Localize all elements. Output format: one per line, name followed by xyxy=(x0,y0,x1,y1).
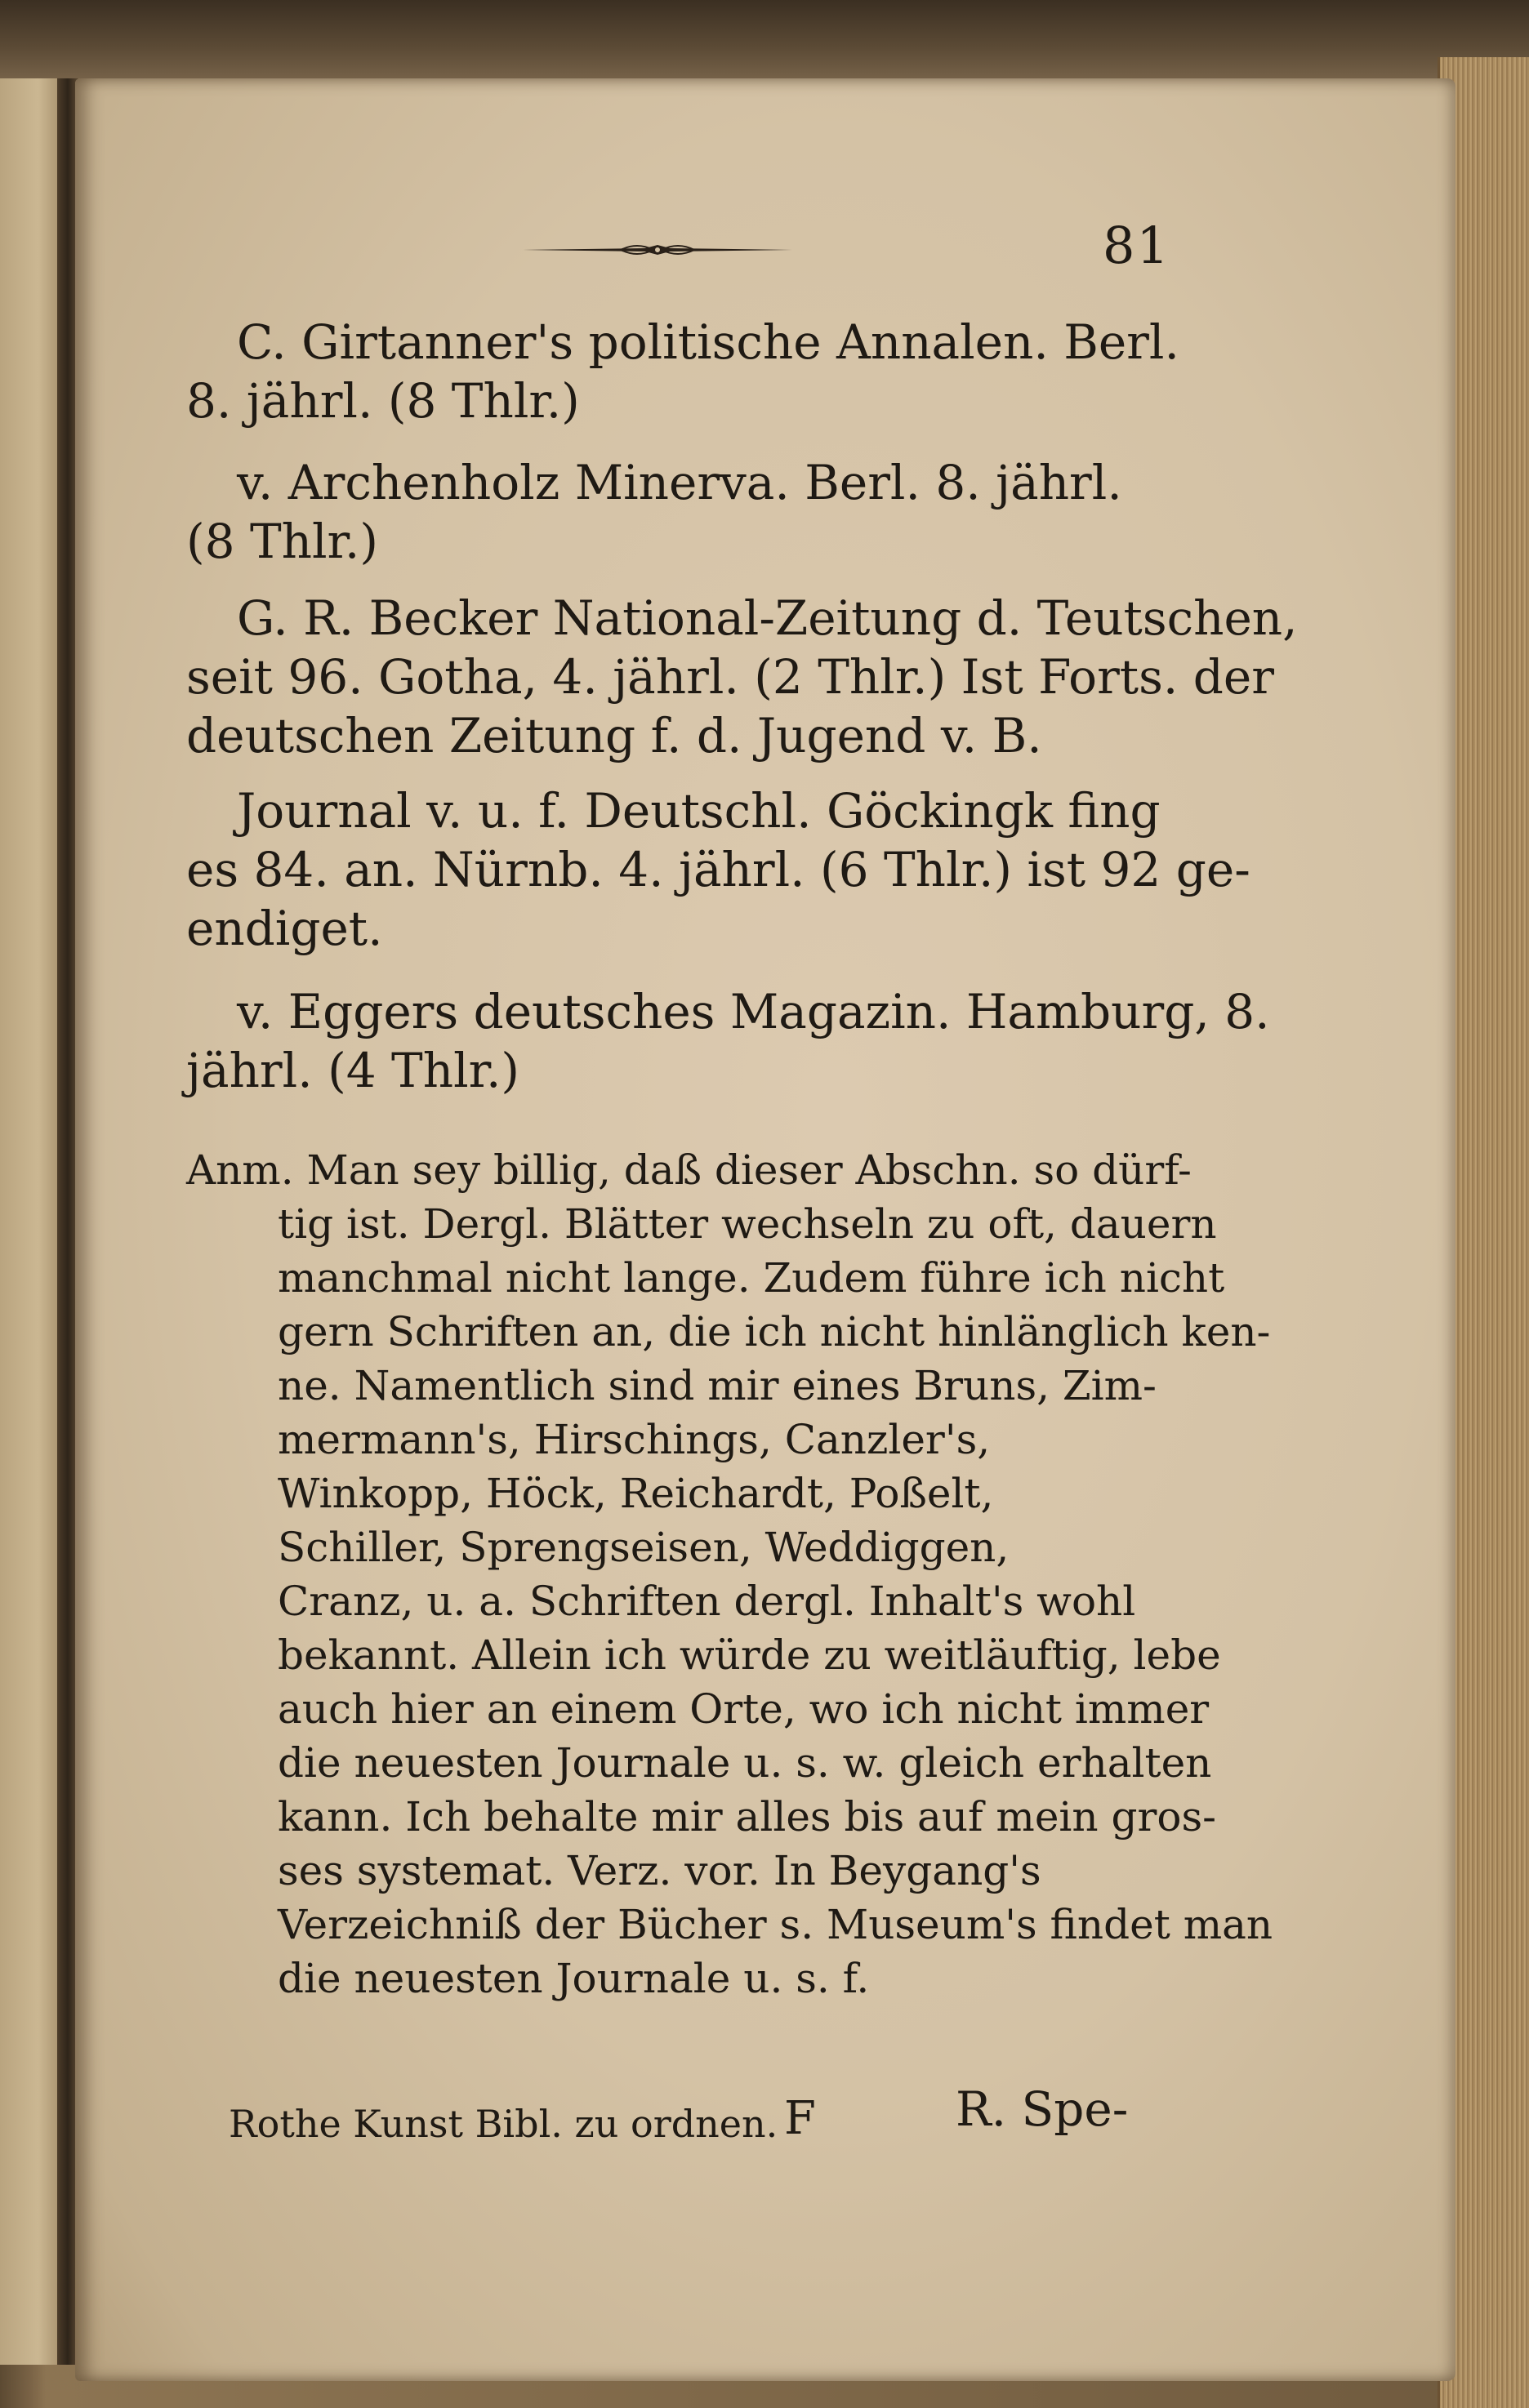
binding-top-edge xyxy=(0,0,1529,78)
entry-1-line-2: 8. jährl. (8 Thlr.) xyxy=(186,373,580,429)
note-line-6: mermann's, Hirschings, Canzler's, xyxy=(278,1416,991,1463)
note-line-7: Winkopp, Höck, Reichardt, Poßelt, xyxy=(278,1470,994,1517)
entry-4-line-2: es 84. an. Nürnb. 4. jährl. (6 Thlr.) ist 92 ge- xyxy=(186,842,1250,897)
note-line-8: Schiller, Sprengseisen, Weddiggen, xyxy=(278,1524,1010,1571)
note-line-3: manchmal nicht lange. Zudem führe ich nicht xyxy=(278,1254,1225,1302)
entry-4-line-1: Journal v. u. f. Deutschl. Göckingk fing xyxy=(237,783,1161,839)
entry-5-line-2: jährl. (4 Thlr.) xyxy=(186,1043,520,1098)
note-line-12: die neuesten Journale u. s. w. gleich erhalten xyxy=(278,1739,1212,1787)
signature-mark: F xyxy=(784,2092,816,2145)
note-line-4: gern Schriften an, die ich nicht hinlänglich ken- xyxy=(278,1308,1271,1355)
note-line-1: Anm. Man sey billig, daß dieser Abschn. so dürf- xyxy=(186,1146,1192,1194)
entry-4-line-3: endiget. xyxy=(186,901,383,956)
note-line-9: Cranz, u. a. Schriften dergl. Inhalt's wohl xyxy=(278,1578,1136,1625)
note-line-2: tig ist. Dergl. Blätter wechseln zu oft, dauern xyxy=(278,1200,1217,1248)
entry-1-line-1: C. Girtanner's politische Annalen. Berl. xyxy=(237,314,1179,370)
note-line-15: Verzeichniß der Bücher s. Museum's findet man xyxy=(278,1901,1273,1948)
entry-3-line-3: deutschen Zeitung f. d. Jugend v. B. xyxy=(186,708,1042,763)
note-line-10: bekannt. Allein ich würde zu weitläuftig, lebe xyxy=(278,1631,1221,1679)
page-number: 81 xyxy=(1103,216,1170,275)
note-line-5: ne. Namentlich sind mir eines Bruns, Zim- xyxy=(278,1362,1157,1409)
header-ornament-rule xyxy=(523,234,792,266)
note-line-11: auch hier an einem Orte, wo ich nicht immer xyxy=(278,1685,1210,1733)
running-footer-title: Rothe Kunst Bibl. zu ordnen. xyxy=(229,2102,778,2146)
note-line-13: kann. Ich behalte mir alles bis auf mein gros- xyxy=(278,1793,1217,1840)
entry-3-line-1: G. R. Becker National-Zeitung d. Teutschen, xyxy=(237,590,1298,646)
entry-3-line-2: seit 96. Gotha, 4. jährl. (2 Thlr.) Ist Forts. der xyxy=(186,649,1274,705)
entry-5-line-1: v. Eggers deutsches Magazin. Hamburg, 8. xyxy=(237,984,1270,1039)
left-page-edge xyxy=(0,78,64,2365)
catchword: R. Spe- xyxy=(956,2081,1129,2137)
note-line-16: die neuesten Journale u. s. f. xyxy=(278,1955,870,2002)
note-line-14: ses systemat. Verz. vor. In Beygang's xyxy=(278,1847,1041,1894)
entry-2-line-1: v. Archenholz Minerva. Berl. 8. jährl. xyxy=(237,455,1122,510)
entry-2-line-2: (8 Thlr.) xyxy=(186,514,378,569)
